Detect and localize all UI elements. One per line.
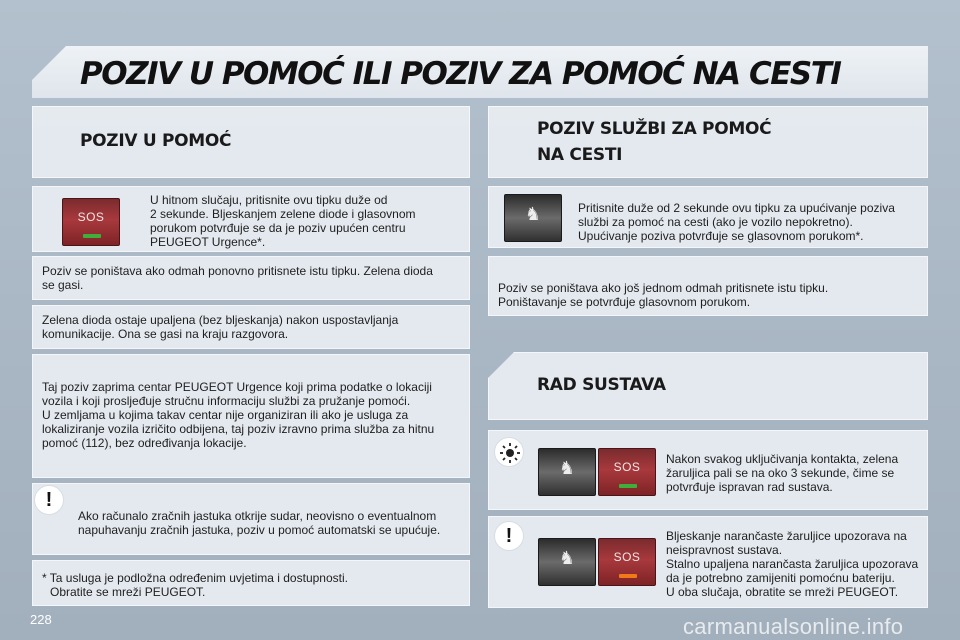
diode-text: Zelena dioda ostaje upaljena (bez bljeskanja) nakon uspostavljanja komunikacije. Ona se gasi na kraju razgovora. — [42, 313, 399, 341]
sos-button-label: SOS — [613, 460, 641, 474]
green-led — [619, 484, 637, 488]
green-led — [83, 234, 101, 238]
page-title: POZIV U POMOĆ ILI POZIV ZA POMOĆ NA CESTI — [80, 56, 841, 92]
sos-intro-text: U hitnom slučaju, pritisnite ovu tipku duže od 2 sekunde. Bljeskanjem zelene diode i glasovnom porukom potvrđuje se da je poziv upućen centru PEUGEOT Urgence*. — [150, 193, 416, 249]
orange-led — [619, 574, 637, 578]
cancel-text: Poziv se poništava ako odmah ponovno pritisnete istu tipku. Zelena dioda se gasi. — [42, 264, 433, 292]
system-ok-text: Nakon svakog uključivanja kontakta, zelena žaruljica pali se na oko 3 sekunde, čime se potvrđuje ispravan rad sustava. — [666, 452, 899, 494]
sun-icon — [494, 437, 524, 467]
sos-button-label: SOS — [77, 210, 105, 224]
exclamation-icon: ! — [34, 485, 64, 515]
system-ok-sos-button — [598, 448, 656, 496]
assist-text: Pritisnite duže od 2 sekunde ovu tipku za upućivanje poziva službi za pomoć na cesti (ako je vozilo nepokretno). Upućivanje poziva potvrđuje se glasovnom porukom*. — [578, 201, 895, 243]
system-fault-assistance-button — [538, 538, 596, 586]
peugeot-lion-icon: ♞ — [558, 548, 576, 568]
left-heading: POZIV U POMOĆ — [80, 131, 232, 151]
system-fault-sos-button — [598, 538, 656, 586]
peugeot-lion-icon: ♞ — [524, 204, 542, 224]
right-heading: POZIV SLUŽBI ZA POMOĆ NA CESTI — [537, 119, 772, 165]
sos-button — [62, 198, 120, 246]
system-ok-assistance-button — [538, 448, 596, 496]
footnote-text: * Ta usluga je podložna određenim uvjetima i dostupnosti. Obratite se mreži PEUGEOT. — [42, 571, 348, 599]
watermark: carmanualsonline.info — [683, 614, 904, 639]
exclamation-icon: ! — [494, 521, 524, 551]
system-heading: RAD SUSTAVA — [537, 375, 666, 395]
info-text: Taj poziv zaprima centar PEUGEOT Urgence koji prima podatke o lokaciji vozila i koji prosljeđuje stručnu informaciju službi za pružanje pomoći. U zemljama u kojima takav centar nije organiziran ili ako je usluga za lokaliziranje vozila izričito odbijena, taj poziv izravno prima služba za hitnu pomoć (112), bez određivanja lokacije. — [42, 380, 435, 450]
peugeot-lion-icon: ♞ — [558, 458, 576, 478]
sos-button-label: SOS — [613, 550, 641, 564]
page-number: 228 — [30, 612, 52, 627]
airbag-text: Ako računalo zračnih jastuka otkrije sudar, neovisno o eventualnom napuhavanju zračnih jastuka, poziv u pomoć automatski se upućuje. — [78, 509, 441, 537]
assist-cancel-text: Poziv se poništava ako još jednom odmah pritisnete istu tipku. Poništavanje se potvrđuje glasovnom porukom. — [498, 281, 829, 309]
assistance-button — [504, 194, 562, 242]
system-fault-text: Bljeskanje narančaste žaruljice upozorava na neispravnost sustava. Stalno upaljena narančasta žaruljica upozorava da je potrebno zamijeniti pomoćnu bateriju. U oba slučaja, obratite se mreži PEUGEOT. — [666, 529, 919, 599]
